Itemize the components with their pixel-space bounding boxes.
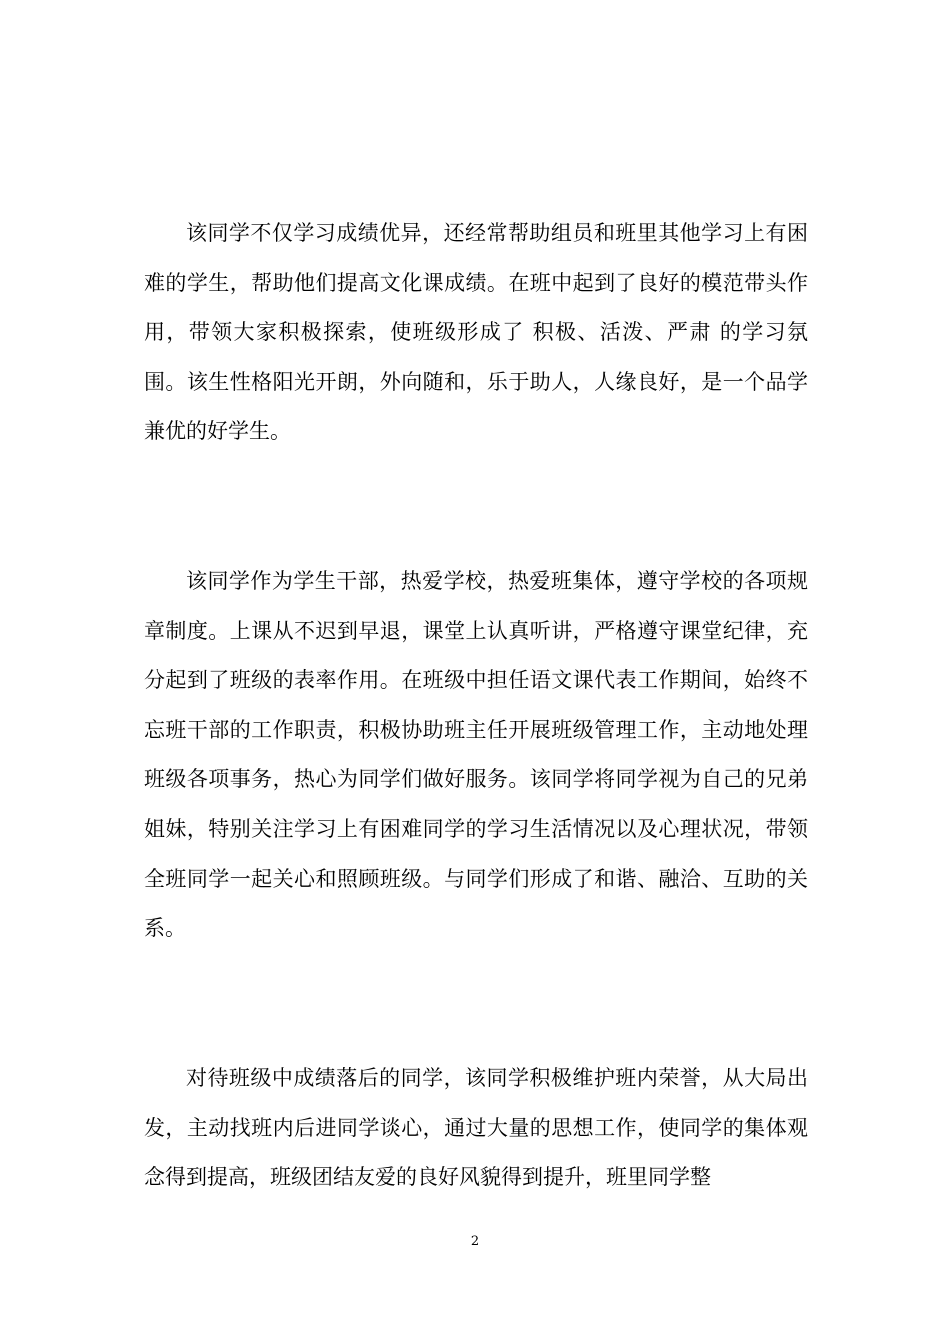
- paragraph-3: 对待班级中成绩落后的同学，该同学积极维护班内荣誉，从大局出发，主动找班内后进同学谈心，通过大量的思想工作，使同学的集体观念得到提高，班级团结友爱的良好风貌得到提升，班里同学整: [144, 1066, 808, 1190]
- paragraph-1: 该同学不仅学习成绩优异，还经常帮助组员和班里其他学习上有困难的学生，帮助他们提高文化课成绩。在班中起到了良好的模范带头作用，带领大家积极探索，使班级形成了 积极、活泼、严肃 的学习氛围。该生性格阳光开朗，外向随和，乐于助人，人缘良好，是一个品学兼优的好学生。: [144, 221, 808, 444]
- page-number: 2: [470, 1234, 480, 1249]
- paragraph-2: 该同学作为学生干部，热爱学校，热爱班集体，遵守学校的各项规章制度。上课从不迟到早退，课堂上认真听讲，严格遵守课堂纪律，充分起到了班级的表率作用。在班级中担任语文课代表工作期间，始终不忘班干部的工作职责，积极协助班主任开展班级管理工作，主动地处理班级各项事务，热心为同学们做好服务。该同学将同学视为自己的兄弟姐妹，特别关注学习上有困难同学的学习生活情况以及心理状况，带领全班同学一起关心和照顾班级。与同学们形成了和谐、融洽、互助的关系。: [144, 569, 808, 941]
